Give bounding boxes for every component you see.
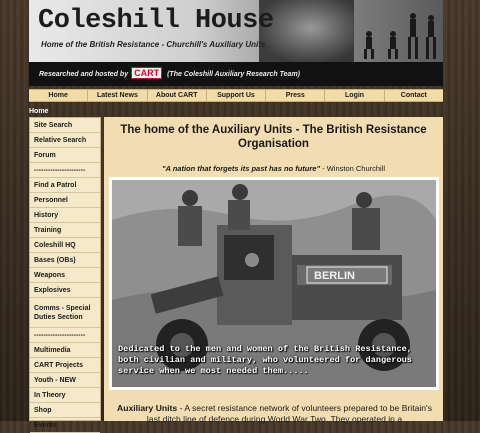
intro-bold: Auxiliary Units [117, 403, 178, 413]
nav-item-login[interactable]: Login [325, 90, 384, 101]
top-nav [29, 89, 443, 102]
sidebar-item-find-a-patrol[interactable]: Find a Patrol [30, 178, 100, 193]
nav-item-latest-news[interactable]: Latest News [88, 90, 147, 101]
truck-sign-text: BERLIN [314, 270, 355, 282]
sidebar-item-multimedia[interactable]: Multimedia [30, 343, 100, 358]
sidebar-item-coleshill-hq[interactable]: Coleshill HQ [30, 238, 100, 253]
page-heading: The home of the Auxiliary Units - The British Resistance Organisation [120, 124, 427, 150]
sidebar-item-youth-new[interactable]: Youth - NEW [30, 373, 100, 388]
sidebar-item-weapons[interactable]: Weapons [30, 268, 100, 283]
nav-item-home[interactable]: Home [29, 90, 88, 101]
site-header [29, 0, 443, 86]
intro-paragraph [112, 403, 437, 425]
sidebar-item-comms[interactable]: Comms - Special Duties Section [30, 298, 100, 328]
sidebar-item-training[interactable]: Training [30, 223, 100, 238]
quote-author: - Winston Churchill [320, 164, 386, 173]
nav-item-press[interactable]: Press [266, 90, 325, 101]
sidebar-divider: ---------------------- [30, 163, 100, 178]
main-content [104, 117, 443, 424]
sidebar-item-cart-projects[interactable]: CART Projects [30, 358, 100, 373]
sidebar-item-in-theory[interactable]: In Theory [30, 388, 100, 403]
sidebar-item-history[interactable]: History [30, 208, 100, 223]
sidebar-item-bases[interactable]: Bases (OBs) [30, 253, 100, 268]
page-wrapper [29, 0, 443, 429]
quote-text: "A nation that forgets its past has no future" [161, 164, 321, 173]
research-credit [39, 67, 300, 79]
research-prefix: Researched and hosted by [39, 71, 129, 78]
nav-item-support-us[interactable]: Support Us [207, 90, 266, 101]
soldiers-silhouette-icon [349, 4, 443, 62]
intro-text: - A secret resistance network of volunteers prepared to be Britain's last ditch line of defence during World War Two. They operated in a [146, 403, 432, 424]
sidebar [29, 117, 101, 429]
site-subtitle: Home of the British Resistance - Churchill's Auxiliary Units [41, 40, 266, 49]
breadcrumb[interactable]: Home [29, 108, 49, 115]
sidebar-item-relative-search[interactable]: Relative Search [30, 133, 100, 148]
sidebar-item-site-search[interactable]: Site Search [30, 118, 100, 133]
photo-caption: Dedicated to the men and women of the British Resistance, both civilian and military, who volunteered for dangerous service when we most needed them..... [118, 344, 412, 376]
sidebar-divider: ---------------------- [30, 328, 100, 343]
sidebar-item-explosives[interactable]: Explosives [30, 283, 100, 298]
cart-logo[interactable]: CART [131, 67, 162, 79]
nav-item-about-cart[interactable]: About CART [148, 90, 207, 101]
nav-item-contact[interactable]: Contact [400, 92, 427, 99]
hero-photo [112, 180, 436, 387]
churchill-quote [104, 164, 443, 173]
site-title: Coleshill House [38, 6, 274, 36]
sidebar-item-personnel[interactable]: Personnel [30, 193, 100, 208]
sidebar-item-forum[interactable]: Forum [30, 148, 100, 163]
sidebar-item-events[interactable]: Events [30, 418, 100, 433]
sidebar-item-shop[interactable]: Shop [30, 403, 100, 418]
hero-photo-frame [109, 177, 439, 390]
research-suffix: (The Coleshill Auxiliary Research Team) [167, 71, 301, 78]
